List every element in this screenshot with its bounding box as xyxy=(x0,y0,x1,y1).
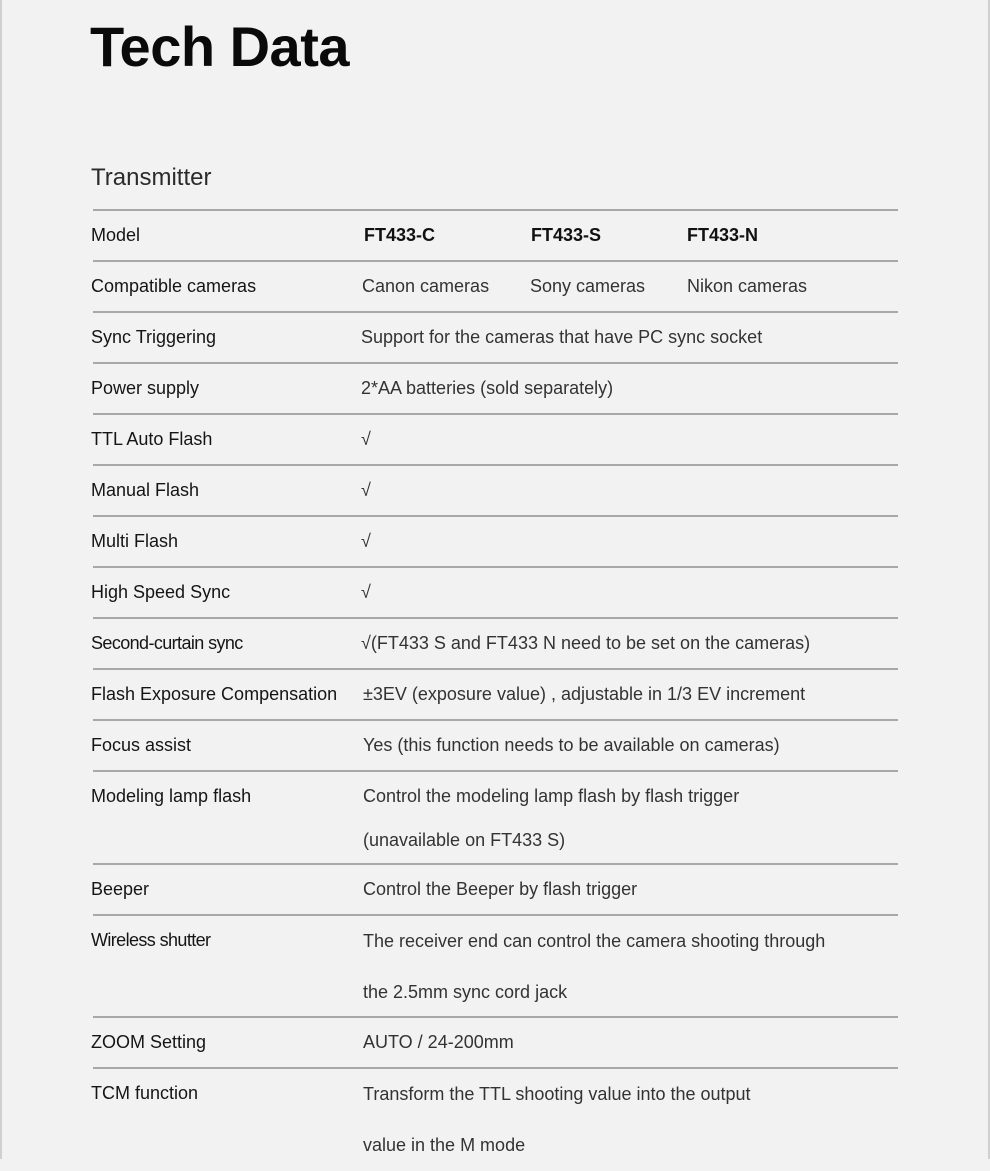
table-row xyxy=(93,313,898,364)
row-label: ZOOM Setting xyxy=(91,1032,207,1052)
table-row xyxy=(93,1069,898,1169)
model-name: FT433-N xyxy=(687,225,759,245)
section-title: Transmitter xyxy=(91,164,212,191)
value-line: Control the Beeper by flash trigger xyxy=(363,879,638,899)
spec-table xyxy=(93,209,898,1169)
row-label: TTL Auto Flash xyxy=(91,429,213,449)
row-label: Sync Triggering xyxy=(91,327,217,347)
row-value xyxy=(361,427,371,451)
row-value xyxy=(363,733,780,757)
row-label: Beeper xyxy=(91,879,150,899)
value-line: Support for the cameras that have PC sync socket xyxy=(361,327,763,347)
page-title: Tech Data xyxy=(90,15,349,78)
model-name: FT433-C xyxy=(364,225,436,245)
table-row-model xyxy=(93,211,898,262)
value-line: Transform the TTL shooting value into the output xyxy=(363,1084,751,1104)
table-row xyxy=(93,865,898,916)
value-line: value in the M mode xyxy=(363,1135,526,1155)
camera-compat: Canon cameras xyxy=(362,276,490,296)
table-row xyxy=(93,772,898,865)
table-row xyxy=(93,364,898,415)
value-line: √ xyxy=(361,429,371,449)
value-line: 2*AA batteries (sold separately) xyxy=(361,378,614,398)
value-line: Yes (this function needs to be available on cameras) xyxy=(363,735,780,755)
row-value xyxy=(363,682,805,706)
row-value xyxy=(361,325,762,349)
row-label: Wireless shutter xyxy=(91,930,211,950)
row-label: Model xyxy=(91,225,141,245)
row-label: TCM function xyxy=(91,1083,199,1103)
page-border-left xyxy=(0,0,2,1159)
camera-compat: Sony cameras xyxy=(530,276,646,296)
table-row xyxy=(93,466,898,517)
row-label: Power supply xyxy=(91,378,200,398)
model-name: FT433-S xyxy=(531,225,602,245)
table-row xyxy=(93,517,898,568)
table-row-compatible-cameras xyxy=(93,262,898,313)
row-label: Compatible cameras xyxy=(91,276,257,296)
row-label: Modeling lamp flash xyxy=(91,786,252,806)
row-value xyxy=(363,877,637,901)
row-value xyxy=(363,1069,751,1171)
value-line: √(FT433 S and FT433 N need to be set on the cameras) xyxy=(361,633,811,653)
value-line: the 2.5mm sync cord jack xyxy=(363,982,568,1002)
table-row xyxy=(93,1018,898,1069)
row-label: Manual Flash xyxy=(91,480,200,500)
value-line: (unavailable on FT433 S) xyxy=(363,830,566,850)
value-line: √ xyxy=(361,531,371,551)
row-label: Multi Flash xyxy=(91,531,179,551)
value-line: Control the modeling lamp flash by flash trigger xyxy=(363,786,740,806)
row-value xyxy=(361,376,613,400)
table-row xyxy=(93,670,898,721)
row-value xyxy=(363,774,739,862)
table-row xyxy=(93,916,898,1018)
value-line: The receiver end can control the camera shooting through xyxy=(363,931,826,951)
table-row xyxy=(93,619,898,670)
camera-compat: Nikon cameras xyxy=(687,276,808,296)
value-line: √ xyxy=(361,582,371,602)
row-label: Focus assist xyxy=(91,735,192,755)
row-label: Flash Exposure Compensation xyxy=(91,684,338,704)
value-line: AUTO / 24-200mm xyxy=(363,1032,514,1052)
table-row xyxy=(93,568,898,619)
row-value xyxy=(361,631,810,655)
row-value xyxy=(361,529,371,553)
value-line: √ xyxy=(361,480,371,500)
table-row xyxy=(93,721,898,772)
row-value xyxy=(361,478,371,502)
row-value xyxy=(363,916,825,1018)
value-line: ±3EV (exposure value) , adjustable in 1/3 EV increment xyxy=(363,684,806,704)
row-value xyxy=(363,1030,514,1054)
row-label: Second-curtain sync xyxy=(91,633,243,653)
row-value xyxy=(361,580,371,604)
table-row xyxy=(93,415,898,466)
row-label: High Speed Sync xyxy=(91,582,231,602)
